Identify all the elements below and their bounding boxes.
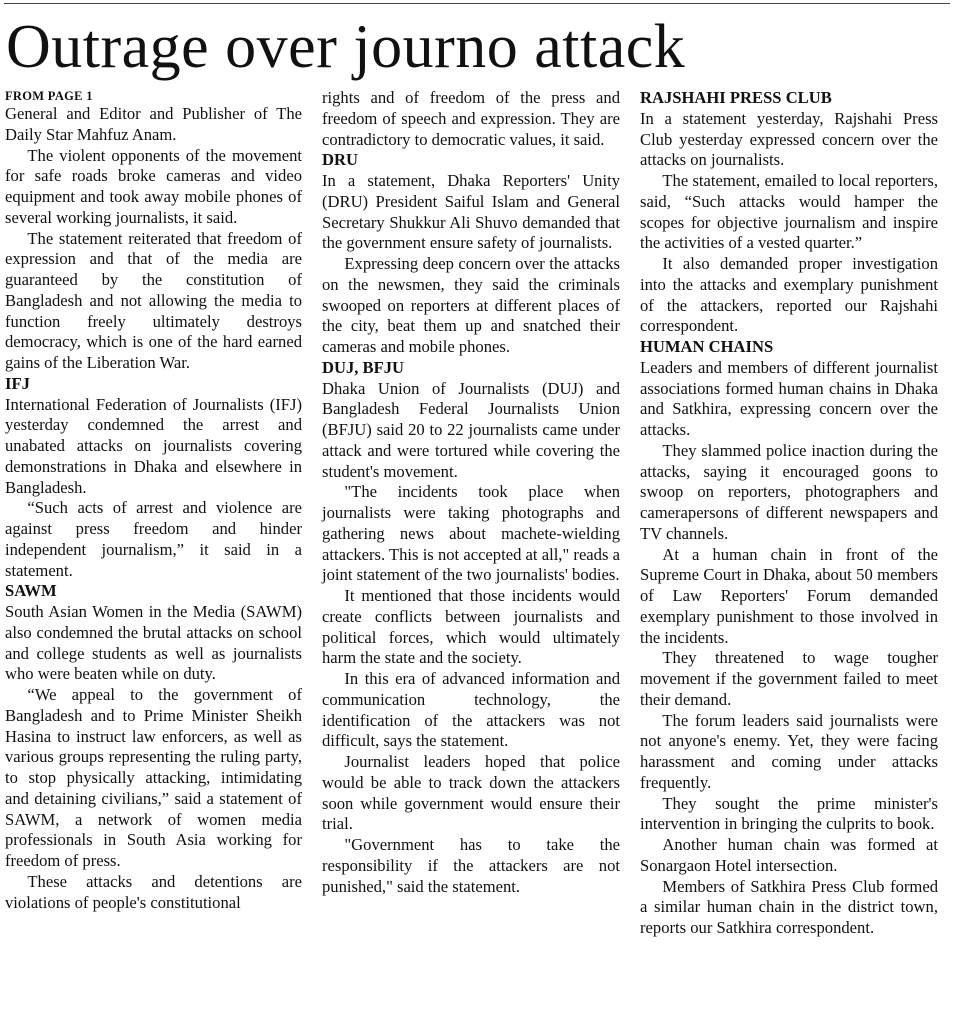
paragraph: The statement, emailed to local reporters, said, “Such attacks would hamper the scopes for objective journalism and inspire the activities of a vested quarter.” — [640, 171, 938, 253]
subhead-sawm: SAWM — [5, 581, 57, 601]
subhead-ifj: IFJ — [5, 373, 30, 393]
paragraph: Dhaka Union of Journalists (DUJ) and Bangladesh Federal Journalists Union (BFJU) said 20 to 22 journalists came under attack and were tortured while covering the student's movement. — [322, 378, 620, 481]
paragraph: In a statement, Dhaka Reporters' Unity (DRU) President Saiful Islam and General Secretary Shukkur Ali Shuvo demanded that the government ensure safety of journalists. — [322, 171, 620, 253]
paragraph: "The incidents took place when journalists were taking photographs and gathering news about machete-wielding attackers. This is not accepted at all," reads a joint statement of the two journalists' bodies. — [322, 482, 620, 585]
paragraph: In a statement yesterday, Rajshahi Press Club yesterday expressed concern over the attacks on journalists. — [640, 108, 938, 170]
paragraph: In this era of advanced information and communication technology, the identification of the attackers was not difficult, says the statement. — [322, 669, 620, 751]
paragraph: It also demanded proper investigation into the attacks and exemplary punishment of the attackers, reported our Rajshahi correspondent. — [640, 254, 938, 336]
paragraph: They sought the prime minister's intervention in bringing the culprits to book. — [640, 793, 938, 834]
headline: Outrage over journo attack — [6, 13, 686, 81]
paragraph: “We appeal to the government of Bangladesh and to Prime Minister Sheikh Hasina to instruct law enforcers, as well as various groups representing the ruling party, to stop physically attacking, intimidating and detaining civilians,” said a statement of SAWM, a network of women media professionals in South Asia working for freedom of press. — [5, 685, 302, 870]
paragraph: They slammed police inaction during the attacks, saying it encouraged goons to swoop on reporters, photographers and camerapersons of different newspapers and TV channels. — [640, 440, 938, 543]
paragraph: It mentioned that those incidents would create conflicts between journalists and political forces, which would ultimately harm the state and the society. — [322, 586, 620, 668]
paragraph: Journalist leaders hoped that police would be able to track down the attackers soon while government would ensure their trial. — [322, 752, 620, 834]
paragraph: South Asian Women in the Media (SAWM) also condemned the brutal attacks on school and college students as well as journalists who were beaten while on duty. — [5, 602, 302, 684]
top-rule — [4, 3, 950, 4]
paragraph: They threatened to wage tougher movement if the government failed to meet their demand. — [640, 648, 938, 709]
subhead-human-chains: HUMAN CHAINS — [640, 337, 774, 356]
column-2 — [322, 88, 620, 897]
paragraph: The statement reiterated that freedom of expression and that of the media are guaranteed by the constitution of Bangladesh and not allowing the media to function freely ultimately destroys democracy, which is one of the hard earned gains of the Liberation War. — [5, 228, 302, 372]
subhead-duj-bfju: DUJ, BFJU — [322, 357, 405, 377]
jump-label: FROM PAGE 1 — [5, 89, 93, 103]
paragraph: Members of Satkhira Press Club formed a similar human chain in the district town, reports our Satkhira correspondent. — [640, 876, 938, 937]
paragraph: The forum leaders said journalists were not anyone's enemy. Yet, they were facing harassment and coming under attacks frequently. — [640, 710, 938, 792]
paragraph: At a human chain in front of the Supreme Court in Dhaka, about 50 members of Law Reporters' Forum demanded exemplary punishment to those involved in the incidents. — [640, 544, 938, 647]
column-3 — [640, 88, 938, 939]
paragraph: rights and of freedom of the press and freedom of speech and expression. They are contradictory to democratic values, it said. — [322, 88, 620, 149]
paragraph: The violent opponents of the movement for safe roads broke cameras and video equipment and took away mobile phones of several working journalists, it said. — [5, 145, 302, 227]
paragraph: Leaders and members of different journalist associations formed human chains in Dhaka and Satkhira, expressing concern over the attacks. — [640, 357, 938, 439]
column-1 — [5, 88, 302, 913]
paragraph: International Federation of Journalists (IFJ) yesterday condemned the arrest and unabated attacks on journalists covering demonstrations in Dhaka and elsewhere in Bangladesh. — [5, 394, 302, 497]
subhead-rajshahi-press-club: RAJSHAHI PRESS CLUB — [640, 88, 832, 107]
paragraph: Another human chain was formed at Sonargaon Hotel intersection. — [640, 835, 938, 875]
paragraph: Expressing deep concern over the attacks on the newsmen, they said the criminals swooped on reporters at different places of the city, beat them up and snatched their cameras and mobile phones. — [322, 254, 620, 356]
paragraph: “Such acts of arrest and violence are against press freedom and hinder independent journalism,” it said in a statement. — [5, 498, 302, 580]
paragraph: These attacks and detentions are violations of people's constitutional — [5, 871, 302, 912]
paragraph: General and Editor and Publisher of The Daily Star Mahfuz Anam. — [5, 104, 302, 144]
paragraph: "Government has to take the responsibility if the attackers are not punished," said the statement. — [322, 835, 620, 896]
subhead-dru: DRU — [322, 150, 358, 170]
